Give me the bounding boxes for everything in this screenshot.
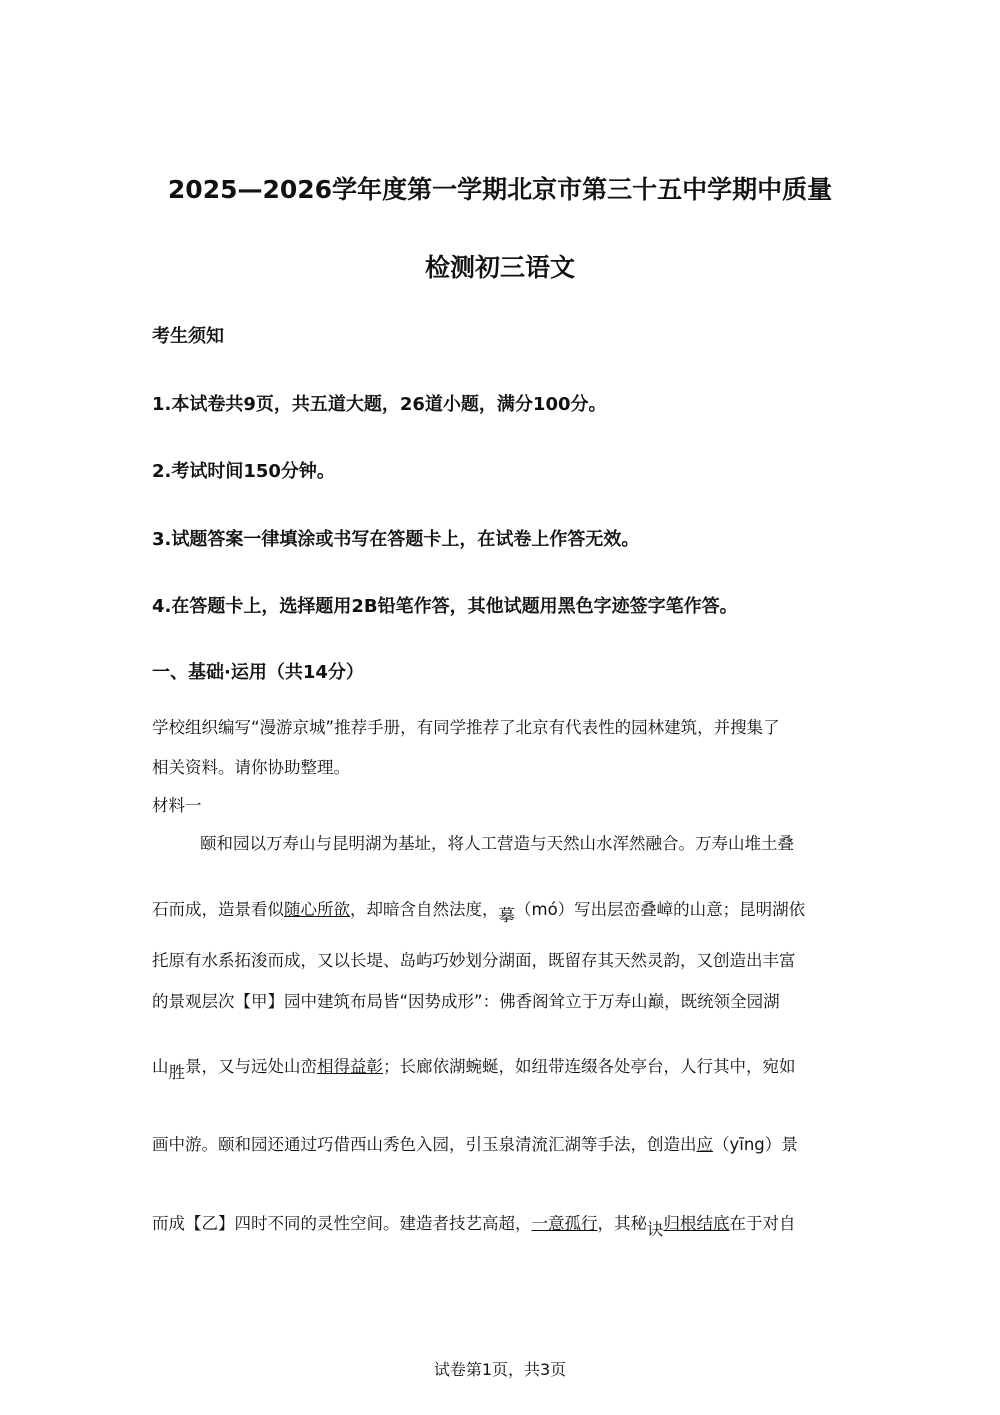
annotated-char: 胜 [168,1063,185,1082]
material-line-5 [152,1053,852,1082]
intro-line-2: 相关资料。请你协助整理。 [152,758,350,777]
material-line-7 [152,1210,852,1239]
annotated-char: 诀 [647,1220,664,1239]
annotated-char: 摹 [498,906,515,925]
notice-heading: 考生须知 [152,326,224,347]
material-line-3: 托原有水系拓浚而成，又以长堤、岛屿巧妙划分湖面，既留存其天然灵韵，又创造出丰富 [152,951,796,970]
material-line-4: 的景观层次【甲】园中建筑布局皆“因势成形”：佛香阁耸立于万寿山巅，既统领全园湖 [152,992,780,1011]
notice-item-4: 4.在答题卡上，选择题用2B铅笔作答，其他试题用黑色字迹签字笔作答。 [152,596,738,617]
material-label: 材料一 [152,796,202,815]
material-line-6 [152,1131,852,1155]
exam-title-line2: 检测初三语文 [424,253,575,282]
text-run: 景，又与远处山峦 [185,1057,317,1076]
notice-item-2: 2.考试时间150分钟。 [152,461,335,482]
underlined-phrase: 相得益彰 [317,1057,383,1076]
text-run: 而成【乙】四时不同的灵性空间。建造者技艺高超， [152,1214,532,1233]
intro-line-1: 学校组织编写“漫游京城”推荐手册，有同学推荐了北京有代表性的园林建筑，并搜集了 [152,718,780,737]
material-line-1: 颐和园以万寿山与昆明湖为基址，将人工营造与天然山水浑然融合。万寿山堆土叠 [200,834,794,853]
notice-item-1: 1.本试卷共9页，共五道大题，26道小题，满分100分。 [152,394,607,415]
text-run: ，其秘 [597,1214,647,1233]
text-run: ，却暗含自然法度， [350,900,499,919]
annotated-char: 应 [696,1135,713,1154]
text-run: 山 [152,1057,169,1076]
text-run: （mó）写出层峦叠嶂的山意；昆明湖依 [515,900,806,919]
underlined-phrase: 一意孤行 [531,1214,598,1233]
underlined-phrase: 随心所欲 [284,900,350,919]
text-run: 石而成，造景看似 [152,900,284,919]
notice-item-3: 3.试题答案一律填涂或书写在答题卡上，在试卷上作答无效。 [152,529,640,550]
underlined-phrase: 归根结底 [663,1214,730,1233]
text-run: 画中游。颐和园还通过巧借西山秀色入园，引玉泉清流汇湖等手法，创造出 [152,1135,697,1154]
text-run: 在于对自 [729,1214,796,1233]
text-run: （yīng）景 [713,1135,798,1154]
page-footer: 试卷第1页，共3页 [433,1360,567,1379]
section-heading: 一、基础·运用（共14分） [152,662,364,683]
material-line-2 [152,896,852,925]
exam-title-line1: 2025—2026学年度第一学期北京市第三十五中学期中质量 [167,175,833,204]
text-run: ；长廊依湖蜿蜒，如纽带连缀各处亭台，人行其中，宛如 [383,1057,796,1076]
